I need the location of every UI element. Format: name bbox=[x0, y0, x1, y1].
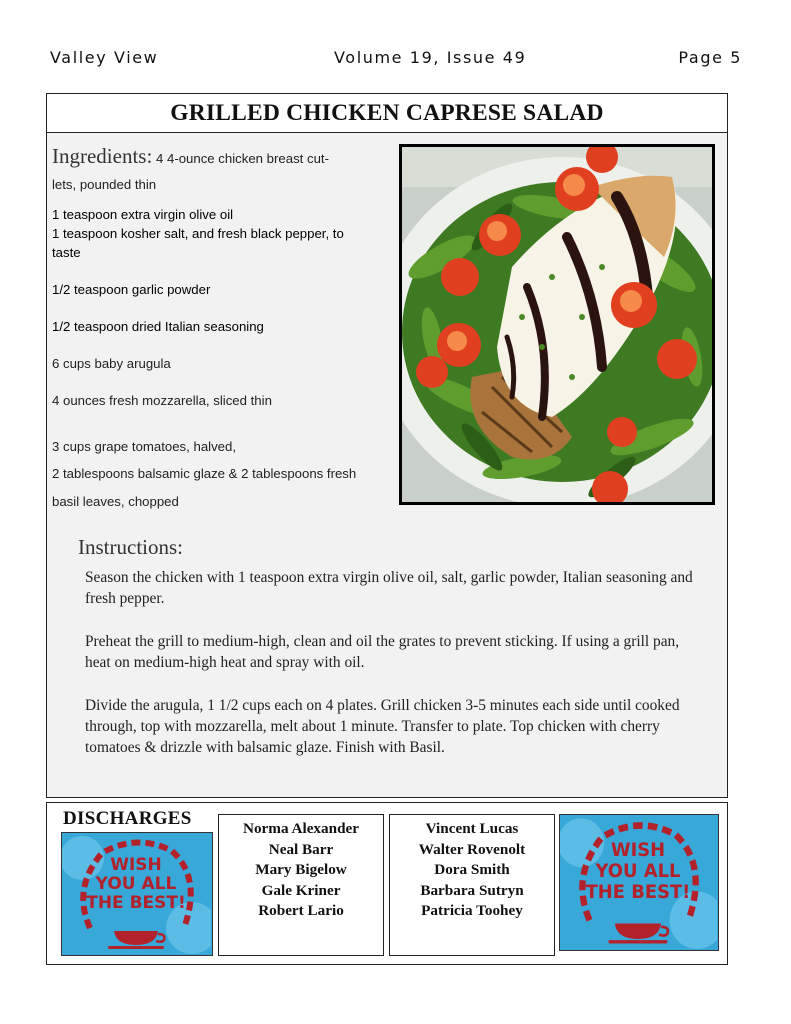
ingredient-item: 2 tablespoons balsamic glaze & 2 tablespoons fresh bbox=[52, 466, 357, 481]
ingredient-item: 1/2 teaspoon dried Italian seasoning bbox=[52, 319, 264, 334]
discharge-name: Norma Alexander bbox=[243, 820, 359, 837]
discharges-title: DISCHARGES bbox=[63, 808, 192, 829]
discharge-name: Patricia Toohey bbox=[421, 902, 523, 919]
wish-you-all-the-best-graphic-right bbox=[559, 814, 719, 951]
recipe-title-bar bbox=[47, 94, 727, 133]
discharge-names-right bbox=[389, 814, 555, 956]
recipe-box bbox=[46, 93, 728, 798]
wish-line-1: WISH bbox=[110, 855, 162, 875]
discharge-name: Vincent Lucas bbox=[425, 820, 519, 837]
discharge-name: Mary Bigelow bbox=[255, 861, 347, 878]
ingredient-item: 1 teaspoon extra virgin olive oil bbox=[52, 207, 234, 222]
discharge-name: Robert Lario bbox=[258, 902, 344, 919]
ingredient-item: taste bbox=[52, 245, 81, 260]
discharge-names-left bbox=[218, 814, 384, 956]
wish-line-2: YOU ALL bbox=[95, 874, 177, 894]
wish-line-1: WISH bbox=[610, 839, 666, 862]
instruction-step: Season the chicken with 1 teaspoon extra virgin olive oil, salt, garlic powder, Italian seasoning and fresh pepper. bbox=[85, 569, 693, 607]
wish-line-2: YOU ALL bbox=[595, 860, 681, 883]
issue-label: Volume 19, Issue 49 bbox=[334, 48, 527, 67]
ingredient-item: lets, pounded thin bbox=[52, 177, 157, 192]
newsletter-name: Valley View bbox=[50, 48, 159, 67]
discharge-name: Neal Barr bbox=[268, 840, 334, 858]
ingredient-item: 4 ounces fresh mozzarella, sliced thin bbox=[52, 393, 272, 408]
page-number: Page 5 bbox=[678, 48, 742, 67]
instruction-step: Divide the arugula, 1 1/2 cups each on 4 plates. Grill chicken 3-5 minutes each side until cooked through, top with mozzarella, melt about 1 minute. Transfer to plate. Top chicken with cherry tomatoes & drizzle with balsamic glaze. Finish with Basil. bbox=[85, 697, 680, 756]
ingredient-item: 4 4-ounce chicken breast cut- bbox=[155, 151, 329, 166]
salad-illustration bbox=[402, 147, 712, 502]
ingredient-item: 6 cups baby arugula bbox=[52, 356, 171, 371]
wish-line-3: THE BEST! bbox=[585, 881, 691, 904]
wish-line-3: THE BEST! bbox=[86, 893, 186, 913]
ingredients-first-line bbox=[52, 144, 329, 169]
recipe-title: GRILLED CHICKEN CAPRESE SALAD bbox=[170, 100, 604, 126]
page-header bbox=[50, 48, 742, 70]
instructions-heading: Instructions: bbox=[78, 535, 183, 559]
instruction-step: Preheat the grill to medium-high, clean and oil the grates to prevent sticking. If using a grill pan, heat on medium-high heat and spray with oil. bbox=[85, 633, 680, 671]
discharge-name: Dora Smith bbox=[434, 861, 510, 878]
wish-you-all-the-best-graphic-left bbox=[61, 832, 213, 956]
discharge-name: Gale Kriner bbox=[261, 881, 341, 899]
salad-photo bbox=[399, 144, 715, 505]
discharges-section bbox=[46, 802, 728, 965]
ingredient-item: 1 teaspoon kosher salt, and fresh black pepper, to bbox=[52, 226, 344, 241]
ingredient-item: basil leaves, chopped bbox=[52, 494, 179, 509]
discharge-name: Walter Rovenolt bbox=[418, 840, 526, 858]
discharge-name: Barbara Sutryn bbox=[420, 881, 524, 899]
ingredient-item: 3 cups grape tomatoes, halved, bbox=[52, 439, 237, 454]
ingredients-heading: Ingredients: bbox=[52, 144, 153, 168]
ingredient-item: 1/2 teaspoon garlic powder bbox=[52, 282, 211, 297]
